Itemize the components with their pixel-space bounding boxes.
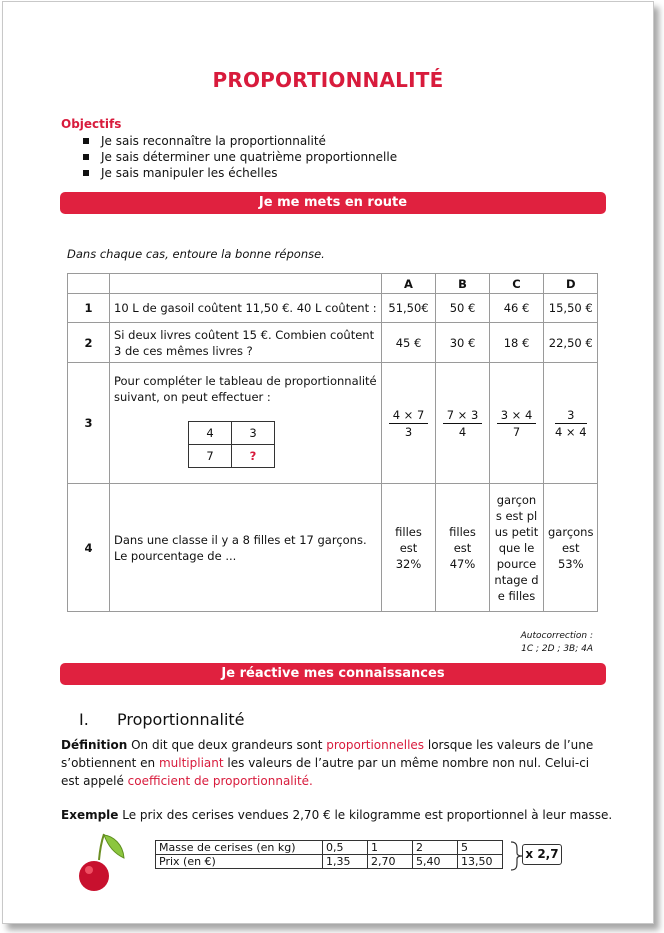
answer-cell[interactable]: filles est 47% [436, 484, 490, 612]
answer-cell[interactable] [544, 363, 598, 484]
objectives-heading: Objectifs [61, 117, 122, 131]
question-number: 1 [68, 294, 110, 323]
answer-cell[interactable]: 18 € [490, 323, 544, 363]
bullet-icon [83, 170, 89, 176]
table-cell: Prix (en €) [156, 855, 323, 869]
answer-cell[interactable]: 51,50€ [382, 294, 436, 323]
answer-cell[interactable]: garçons est 53% [544, 484, 598, 612]
table-cell: 13,50 [458, 855, 503, 869]
answer-cell[interactable]: 50 € [436, 294, 490, 323]
mini-cell-unknown: ? [232, 445, 275, 468]
banner-je-reactive-mes-connaissances: Je réactive mes connaissances [60, 663, 606, 685]
definition-paragraph: Définition On dit que deux grandeurs sont proportionnelles lorsque les valeurs de l’une s’obtiennent en multipliant les valeurs de l’autre par un même nombre non nul. Celui-ci est appelé coefficient de proportionnalité. [61, 738, 594, 788]
mini-cell: 4 [189, 422, 232, 445]
price-table [155, 840, 503, 869]
mini-cell: 7 [189, 445, 232, 468]
page-title: PROPORTIONNALITÉ [212, 68, 444, 92]
answer-cell[interactable] [382, 363, 436, 484]
table-row [68, 484, 598, 612]
table-header-row [68, 274, 598, 294]
question-text: 10 L de gasoil coûtent 11,50 €. 40 L coûtent : [110, 294, 382, 323]
multiplier-box: x 2,7 [522, 844, 562, 865]
column-header: B [436, 274, 490, 294]
table-cell: 5,40 [413, 855, 458, 869]
objective-item: Je sais déterminer une quatrième proportionnelle [83, 149, 397, 165]
answer-cell[interactable] [436, 363, 490, 484]
table-row [68, 363, 598, 484]
example-paragraph: Exemple Le prix des cerises vendues 2,70 € le kilogramme est proportionnel à leur masse. [61, 808, 613, 822]
table-row [156, 855, 503, 869]
answer-cell[interactable]: 45 € [382, 323, 436, 363]
question-number: 2 [68, 323, 110, 363]
table-cell: 5 [458, 841, 503, 855]
document-page [2, 1, 654, 924]
mini-proportion-table [188, 421, 275, 468]
column-header: C [490, 274, 544, 294]
answer-cell[interactable]: 30 € [436, 323, 490, 363]
objectives-list [83, 133, 397, 181]
question-text: Pour compléter le tableau de proportionnalité suivant, on peut effectuer : [114, 374, 377, 404]
question-number: 4 [68, 484, 110, 612]
column-header: A [382, 274, 436, 294]
fraction: $\frac{4 \times 7}{3}$ [389, 408, 429, 439]
answer-cell[interactable] [490, 363, 544, 484]
answer-cell[interactable]: 15,50 € [544, 294, 598, 323]
cherry-icon [71, 830, 135, 894]
table-cell: 2,70 [368, 855, 413, 869]
table-cell: 0,5 [323, 841, 368, 855]
fraction: $\frac{7 \times 3}{4}$ [443, 408, 483, 439]
table-row [68, 294, 598, 323]
table-cell: Masse de cerises (en kg) [156, 841, 323, 855]
fraction: $\frac{3}{4 \times 4}$ [554, 407, 587, 439]
bullet-icon [83, 154, 89, 160]
question-number: 3 [68, 363, 110, 484]
bullet-icon [83, 138, 89, 144]
answer-cell[interactable]: garçons est plus petit que le pourcentage de filles [490, 484, 544, 612]
question-text: Si deux livres coûtent 15 €. Combien coûtent 3 de ces mêmes livres ? [110, 323, 382, 363]
table-cell: 2 [413, 841, 458, 855]
table-row [156, 841, 503, 855]
objective-item: Je sais manipuler les échelles [83, 165, 397, 181]
banner-je-me-mets-en-route: Je me mets en route [60, 192, 606, 214]
instruction: Dans chaque cas, entoure la bonne réponse. [67, 247, 325, 261]
answer-cell[interactable]: 22,50 € [544, 323, 598, 363]
column-header: D [544, 274, 598, 294]
answer-cell[interactable]: filles est 32% [382, 484, 436, 612]
section-heading: I. Proportionnalité [79, 710, 245, 729]
table-row [68, 323, 598, 363]
objective-item: Je sais reconnaître la proportionnalité [83, 133, 397, 149]
autocorrection: Autocorrection : 1C ; 2D ; 3B; 4A [520, 631, 593, 654]
answer-cell[interactable]: 46 € [490, 294, 544, 323]
question-text: Dans une classe il y a 8 filles et 17 garçons. Le pourcentage de ... [110, 484, 382, 612]
fraction: $\frac{3 \times 4}{7}$ [497, 408, 537, 439]
mini-cell: 3 [232, 422, 275, 445]
table-cell: 1,35 [323, 855, 368, 869]
table-cell: 1 [368, 841, 413, 855]
qcm-table [67, 273, 598, 612]
